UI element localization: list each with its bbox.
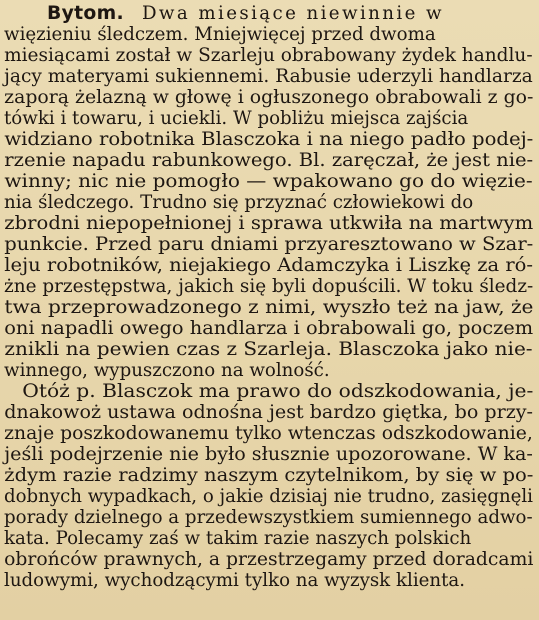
article-line-4: jący materyami sukiennemi. Rabusie uderzyli handlarza	[4, 66, 533, 87]
article-line-12: punkcie. Przed paru dniami przyaresztowano w Szar-	[4, 234, 534, 255]
article-line-20: dnakowoż ustawa odnośna jest bardzo giętka, bo przy-	[4, 402, 534, 423]
article-line-9: winny; nic nie pomogło — wpakowano go do więzie-	[4, 171, 533, 192]
article-line-1	[0, 3, 539, 24]
article-line-15: twa przeprowadzonego z nimi, wyszło też na jaw, że	[4, 297, 534, 318]
article-line-21: znaje poszkodowanemu tylko wtenczas odszkodowanie,	[4, 423, 533, 444]
article-title-part1: Dwa miesiące niewinnie w	[141, 3, 444, 24]
article-line-2: więzieniu śledczem. Mniejwięcej przed dwoma	[4, 24, 436, 45]
article-line-19: Otóż p. Blasczok ma prawo do odszkodowania, je-	[22, 381, 534, 402]
article-line-13: leju robotników, niejakiego Adamczyka i Liszkę za ró-	[4, 255, 533, 276]
article-line-23: żdym razie radzimy naszym czytelnikom, by się w po-	[4, 465, 534, 486]
article-line-10: nia śledczego. Trudno się przyznać człowiekowi do	[4, 192, 474, 213]
article-line-17: znikli na pewien czas z Szarleja. Blasczoka jako nie-	[4, 339, 533, 360]
article-line-28: ludowymi, wychodzącymi tylko na wyzysk klienta.	[4, 570, 466, 591]
article-line-22: jeśli podejrzenie nie było słusznie upozorowane. W ka-	[4, 444, 533, 465]
article-line-14: żne przestępstwa, jakich się byli dopuścili. W toku śledz-	[4, 276, 534, 297]
article-line-25: porady dzielnego a przedewszystkiem sumiennego adwo-	[4, 507, 533, 528]
article-line-18: winnego, wypuszczono na wolność.	[4, 360, 330, 381]
article-line-6: tówki i towaru, i uciekli. W pobliżu miejsca zajścia	[4, 108, 469, 129]
article-line-5: zaporą żelazną w głowę i ogłuszonego obrabowali z go-	[4, 87, 534, 108]
article-line-3: miesiącami został w Szarleju obrabowany żydek handlu-	[4, 45, 533, 66]
article-headword: Bytom.	[47, 3, 124, 24]
article-line-7: widziano robotnika Blasczoka i na niego padło podej-	[4, 129, 534, 150]
article-line-11: zbrodni niepopełnionej i sprawa utkwiła na martwym	[4, 213, 534, 234]
article-line-24: dobnych wypadkach, o jakie dzisiaj nie trudno, zasięgnęli	[3, 486, 534, 507]
article-line-27: obrońców prawnych, a przestrzegamy przed doradcami	[4, 549, 534, 570]
article-line-8: rzenie napadu rabunkowego. Bl. zaręczał, że jest nie-	[4, 150, 534, 171]
article-line-26: kata. Polecamy zaś w takim razie naszych polskich	[4, 528, 472, 549]
article-line-16: oni napadli owego handlarza i obrabowali go, poczem	[4, 318, 534, 339]
